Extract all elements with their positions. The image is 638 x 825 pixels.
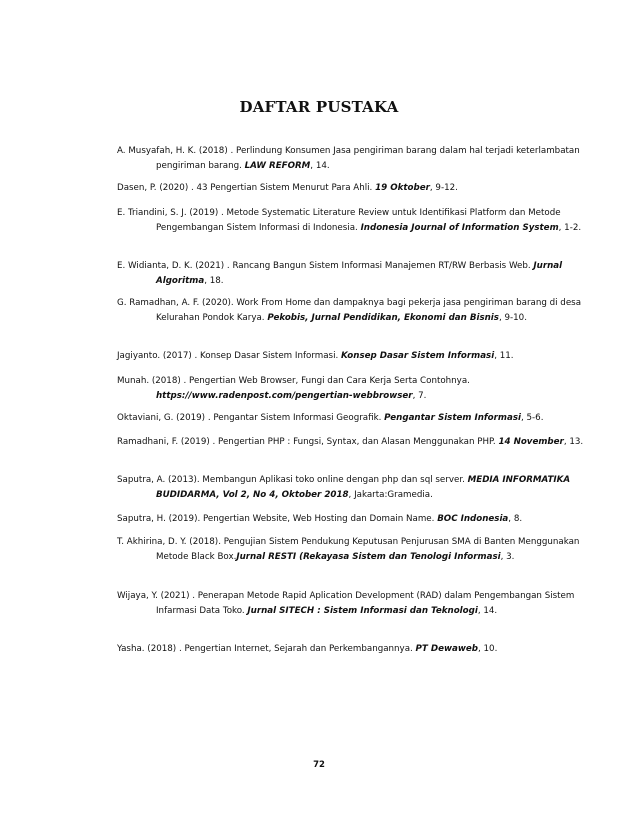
reference-entry: Oktaviani, G. (2019) . Pengantar Sistem Informasi Geografik. Pengantar Sistem Informasi, 5-6. <box>117 413 544 423</box>
reference-entry: Munah. (2018) . Pengertian Web Browser, Fungi dan Cara Kerja Serta Contohnya. https://www.radenpost.com/pengertian-webbrowser, 7. <box>117 376 470 401</box>
reference-entry: A. Musyafah, H. K. (2018) . Perlindung Konsumen Jasa pengiriman barang dalam hal terjadi keterlambatan pengiriman barang. LAW REFORM, 14. <box>117 146 580 171</box>
reference-entry: Wijaya, Y. (2021) . Penerapan Metode Rapid Aplication Development (RAD) dalam Pengembangan Sistem Infarmasi Data Toko. Jurnal SITECH : Sistem Informasi dan Teknologi, 14. <box>117 591 575 616</box>
reference-entry: E. Triandini, S. J. (2019) . Metode Systematic Literature Review untuk Identifikasi Platform dan Metode Pengembangan Sistem Informasi di Indonesia. Indonesia Journal of Information System, 1-2. <box>117 208 582 233</box>
reference-entry: Saputra, A. (2013). Membangun Aplikasi toko online dengan php dan sql server. MEDIA INFORMATIKA BUDIDARMA, Vol 2, No 4, Oktober 2018, Jakarta:Gramedia. <box>117 475 571 500</box>
reference-entry: G. Ramadhan, A. F. (2020). Work From Home dan dampaknya bagi pekerja jasa pengiriman barang di desa Kelurahan Pondok Karya. Pekobis, Jurnal Pendidikan, Ekonomi dan Bisnis, 9-10. <box>117 298 582 323</box>
page-title: DAFTAR PUSTAKA <box>239 98 399 116</box>
reference-entry: Jagiyanto. (2017) . Konsep Dasar Sistem Informasi. Konsep Dasar Sistem Informasi, 11. <box>117 351 514 361</box>
reference-entry: E. Widianta, D. K. (2021) . Rancang Bangun Sistem Informasi Manajemen RT/RW Berbasis Web. Jurnal Algoritma, 18. <box>117 261 563 286</box>
page-number: 72 <box>313 760 325 770</box>
reference-entry: Ramadhani, F. (2019) . Pengertian PHP : Fungsi, Syntax, dan Alasan Menggunakan PHP. 14 November, 13. <box>117 437 584 447</box>
reference-entry: Dasen, P. (2020) . 43 Pengertian Sistem Menurut Para Ahli. 19 Oktober, 9-12. <box>117 183 458 193</box>
reference-entry: T. Akhirina, D. Y. (2018). Pengujian Sistem Pendukung Keputusan Penjurusan SMA di Banten Menggunakan Metode Black Box.Jurnal RESTI (Rekayasa Sistem dan Tenologi Informasi, 3. <box>117 537 580 562</box>
reference-entry: Saputra, H. (2019). Pengertian Website, Web Hosting dan Domain Name. BOC Indonesia, 8. <box>117 514 523 524</box>
reference-entry: Yasha. (2018) . Pengertian Internet, Sejarah dan Perkembangannya. PT Dewaweb, 10. <box>117 644 498 654</box>
